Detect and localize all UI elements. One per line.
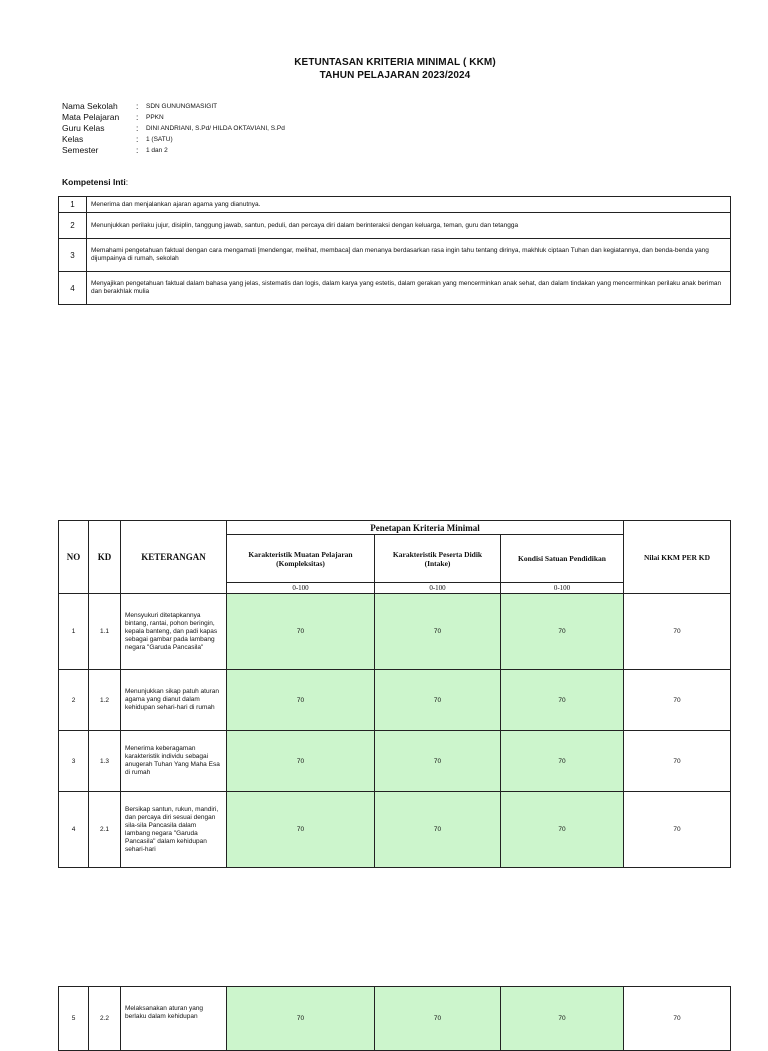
info-colon: : [136,101,139,111]
cell-kompleksitas: 70 [227,987,375,1051]
cell-intake: 70 [375,792,501,868]
cell-keterangan: Menunjukkan sikap patuh aturan agama yang dianut dalam kehidupan sehari-hari di rumah [121,670,227,731]
kompetensi-inti-label: Kompetensi Inti [62,177,126,187]
header-range: 0-100 [227,583,375,594]
ki-text: Menunjukkan perilaku jujur, disiplin, tanggung jawab, santun, peduli, dan percaya diri dalam berinteraksi dengan keluarga, teman, guru dan tetangga [87,213,731,239]
table-row [59,213,731,239]
cell-kd: 1.2 [89,670,121,731]
cell-nilai-kkm: 70 [624,792,731,868]
ki-text: Menyajikan pengetahuan faktual dalam bahasa yang jelas, sistematis dan logis, dalam karya yang estetis, dalam gerakan yang mencerminkan anak sehat, dan dalam tindakan yang mencerminkan perilaku anak beriman dan berakhlak mulia [87,272,731,305]
document-title: KETUNTASAN KRITERIA MINIMAL ( KKM) [294,57,496,68]
ki-number: 3 [59,239,87,272]
cell-no: 5 [59,987,89,1051]
info-label: Kelas [62,134,84,144]
table-row [59,197,731,213]
table-row [59,731,731,792]
kkm-header-row [59,521,731,535]
cell-kd: 1.3 [89,731,121,792]
info-value: PPKN [146,114,164,121]
table-row [59,670,731,731]
cell-keterangan: Bersikap santun, rukun, mandiri, dan percaya diri sesuai dengan sila-sila Pancasila dalam lambang negara "Garuda Pancasila" dalam kehidupan sehari-hari [121,792,227,868]
info-value: SDN GUNUNGMASIGIT [146,103,218,110]
info-colon: : [136,112,139,122]
info-colon: : [136,134,139,144]
cell-keterangan: Mensyukuri ditetapkannya bintang, rantai, pohon beringin, kepala banteng, dan padi kapas sebagai gambar pada lambang negara "Garuda Pancasila" [121,594,227,670]
ki-number: 4 [59,272,87,305]
kompetensi-inti-table [58,196,731,305]
cell-nilai-kkm: 70 [624,987,731,1051]
table-row [59,239,731,272]
header-range: 0-100 [375,583,501,594]
header-penetapan: Penetapan Kriteria Minimal [227,521,624,535]
header-kondisi: Kondisi Satuan Pendidikan [501,535,624,583]
info-label: Nama Sekolah [62,101,118,111]
ki-text: Menerima dan menjalankan ajaran agama yang dianutnya. [87,197,731,213]
ki-number: 2 [59,213,87,239]
info-value: 1 dan 2 [146,147,168,154]
table-row [59,272,731,305]
cell-nilai-kkm: 70 [624,670,731,731]
header-kd: KD [89,521,121,594]
info-value: 1 (SATU) [146,136,173,143]
cell-kd: 1.1 [89,594,121,670]
header-keterangan: KETERANGAN [121,521,227,594]
cell-kompleksitas: 70 [227,594,375,670]
cell-keterangan: Melaksanakan aturan yang berlaku dalam kehidupan [121,987,227,1051]
cell-kondisi: 70 [501,594,624,670]
cell-no: 1 [59,594,89,670]
document-subtitle: TAHUN PELAJARAN 2023/2024 [319,70,471,81]
info-colon: : [136,145,139,155]
cell-intake: 70 [375,987,501,1051]
ki-text: Memahami pengetahuan faktual dengan cara mengamati [mendengar, melihat, membaca] dan menanya berdasarkan rasa ingin tahu tentang dirinya, makhluk ciptaan Tuhan dan kegiatannya, dan benda-benda yang dijumpainya di rumah, sekolah [87,239,731,272]
info-label: Semester [62,145,99,155]
info-colon: : [136,123,139,133]
table-row [59,594,731,670]
cell-no: 4 [59,792,89,868]
cell-kondisi: 70 [501,792,624,868]
cell-kondisi: 70 [501,731,624,792]
header-nilai-kkm: Nilai KKM PER KD [624,521,731,594]
kompetensi-inti-heading [62,177,128,187]
header-range: 0-100 [501,583,624,594]
cell-kompleksitas: 70 [227,792,375,868]
kompetensi-inti-colon: : [125,177,129,187]
ki-number: 1 [59,197,87,213]
info-value: DINI ANDRIANI, S.Pd/ HILDA OKTAVIANI, S.Pd [146,125,285,132]
header-no: NO [59,521,89,594]
cell-intake: 70 [375,731,501,792]
cell-no: 2 [59,670,89,731]
table-row [59,792,731,868]
table-row [59,987,731,1051]
header-intake: Karakteristik Peserta Didik (Intake) [375,535,501,583]
cell-no: 3 [59,731,89,792]
cell-keterangan: Menerima keberagaman karakteristik individu sebagai anugerah Tuhan Yang Maha Esa di rumah [121,731,227,792]
cell-kd: 2.2 [89,987,121,1051]
cell-kompleksitas: 70 [227,731,375,792]
kkm-table [58,520,731,868]
header-kompleksitas: Karakteristik Muatan Pelajaran (Kompleksitas) [227,535,375,583]
cell-nilai-kkm: 70 [624,731,731,792]
kkm-table-continued [58,986,731,1051]
cell-kd: 2.1 [89,792,121,868]
cell-kondisi: 70 [501,987,624,1051]
info-label: Guru Kelas [62,123,105,133]
cell-intake: 70 [375,670,501,731]
cell-kompleksitas: 70 [227,670,375,731]
cell-nilai-kkm: 70 [624,594,731,670]
cell-kondisi: 70 [501,670,624,731]
info-label: Mata Pelajaran [62,112,120,122]
cell-intake: 70 [375,594,501,670]
